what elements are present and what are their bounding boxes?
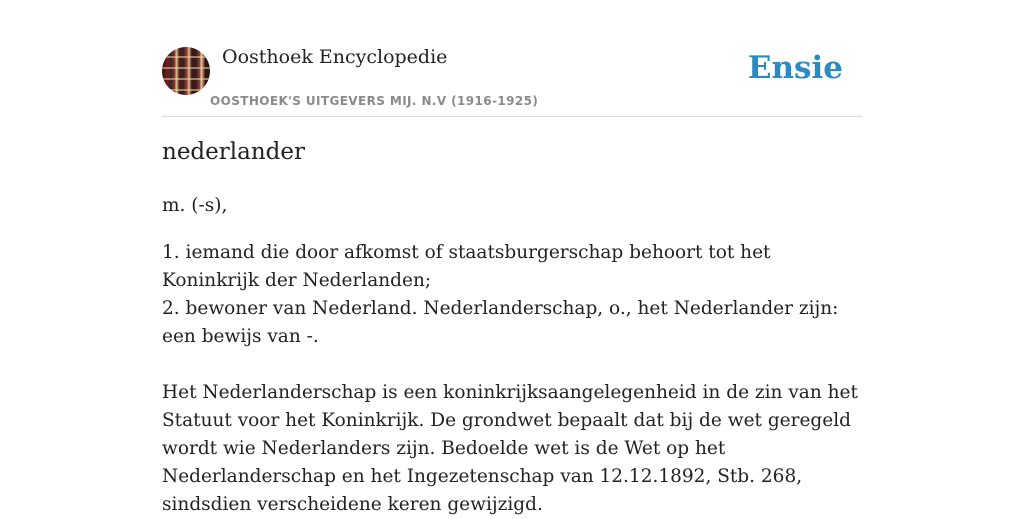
page-title: nederlander: [162, 139, 305, 165]
definition-list: [162, 239, 862, 351]
ensie-logo-link[interactable]: Ensie: [747, 50, 843, 86]
book-spines-icon[interactable]: [162, 47, 210, 95]
source-subtitle: OOSTHOEK'S UITGEVERS MIJ. N.V (1916-1925): [210, 94, 539, 108]
source-title[interactable]: Oosthoek Encyclopedie: [222, 46, 448, 68]
definition-item: 2. bewoner van Nederland. Nederlanderschap, o., het Nederlander zijn: een bewijs van -.: [162, 298, 839, 347]
definition-item: 1. iemand die door afkomst of staatsburgerschap behoort tot het Koninkrijk der Nederlanden;: [162, 242, 771, 291]
entry-card: [162, 0, 862, 515]
grammar-note: m. (-s),: [162, 195, 228, 216]
remark-paragraph: Het Nederlanderschap is een koninkrijksaangelegenheid in de zin van het Statuut voor het Koninkrijk. De grondwet bepaalt dat bij de wet geregeld wordt wie Nederlanders zijn. Bedoelde wet is de Wet op het Nederlanderschap en het Ingezetenschap van 12.12.1892, Stb. 268, sindsdien verscheidene keren gewijzigd.: [162, 382, 858, 515]
source-header: [162, 0, 862, 117]
